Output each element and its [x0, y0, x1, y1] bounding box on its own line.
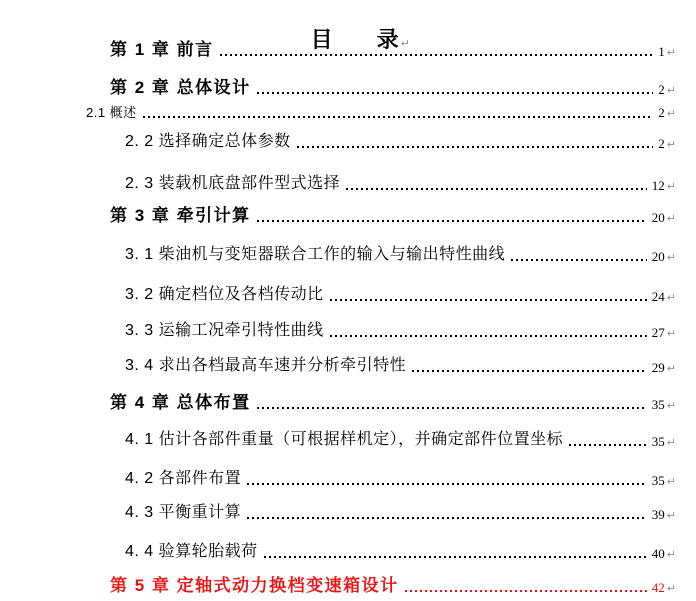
- dot-leader: [264, 556, 647, 558]
- dot-leader: [257, 92, 654, 94]
- dot-leader: [297, 146, 654, 148]
- toc-entry-label[interactable]: 第 2 章 总体设计: [110, 78, 251, 97]
- toc-entry[interactable]: [110, 392, 676, 413]
- toc-entry[interactable]: [110, 39, 676, 60]
- toc-entry-label[interactable]: 2. 2 选择确定总体参数: [125, 133, 291, 150]
- dot-leader: [569, 444, 647, 446]
- toc-entry[interactable]: [110, 205, 676, 226]
- toc-entry-label[interactable]: 4. 3 平衡重计算: [125, 504, 242, 521]
- paragraph-mark-icon: ↵: [666, 212, 676, 226]
- paragraph-mark-icon: ↵: [666, 399, 676, 413]
- dot-leader: [511, 259, 647, 261]
- toc-entry-label[interactable]: 2.1 概述: [86, 105, 137, 120]
- dot-leader: [220, 54, 654, 56]
- paragraph-mark-icon: ↵: [666, 250, 676, 264]
- toc-page-number[interactable]: 24: [651, 288, 665, 304]
- toc-entry[interactable]: [125, 174, 676, 194]
- paragraph-mark-icon: ↵: [666, 179, 676, 193]
- toc-entry[interactable]: [125, 469, 676, 489]
- dot-leader: [405, 590, 647, 592]
- toc-entry[interactable]: [110, 77, 676, 98]
- toc-entry-label[interactable]: 3. 1 柴油机与变矩器联合工作的输入与输出特性曲线: [125, 246, 506, 263]
- toc-page-number[interactable]: 1: [658, 43, 665, 59]
- dot-leader: [346, 188, 647, 190]
- toc-entry-label[interactable]: 2. 3 装载机底盘部件型式选择: [125, 175, 341, 192]
- toc-page-number[interactable]: 12: [651, 177, 665, 193]
- toc-entry[interactable]: [110, 575, 676, 596]
- toc-entry-label[interactable]: 第 3 章 牵引计算: [110, 206, 251, 225]
- dot-leader: [330, 299, 647, 301]
- toc-entry[interactable]: [125, 542, 676, 562]
- paragraph-mark-icon: ↵: [666, 361, 676, 375]
- dot-leader: [247, 517, 647, 519]
- paragraph-mark-icon: ↵: [666, 547, 676, 561]
- toc-entry[interactable]: [125, 285, 676, 305]
- toc-entry-label[interactable]: 4. 2 各部件布置: [125, 470, 242, 487]
- toc-page-number[interactable]: 2: [658, 104, 665, 120]
- toc-page-number[interactable]: 35: [651, 433, 665, 449]
- toc-entry-label[interactable]: 第 1 章 前言: [110, 40, 214, 59]
- toc-page-number[interactable]: 29: [651, 359, 665, 375]
- toc-page-number[interactable]: 27: [651, 324, 665, 340]
- toc-entry-label[interactable]: 3. 4 求出各档最高车速并分析牵引特性: [125, 357, 407, 374]
- toc-page-number[interactable]: 20: [651, 209, 665, 225]
- toc-entry-label[interactable]: 第 4 章 总体布置: [110, 393, 251, 412]
- paragraph-mark-icon: ↵: [400, 37, 410, 50]
- toc-page-number[interactable]: 35: [651, 472, 665, 488]
- page-title-text: 目 录: [310, 27, 399, 52]
- toc-entry-label[interactable]: 4. 1 估计各部件重量（可根据样机定），并确定部件位置坐标: [125, 431, 564, 448]
- toc-entry[interactable]: [125, 245, 676, 265]
- dot-leader: [257, 220, 647, 222]
- toc-entry[interactable]: [125, 321, 676, 341]
- toc-entry[interactable]: [125, 356, 676, 376]
- dot-leader: [247, 483, 647, 485]
- paragraph-mark-icon: ↵: [666, 107, 676, 121]
- dot-leader: [412, 370, 647, 372]
- paragraph-mark-icon: ↵: [666, 435, 676, 449]
- toc-page-number[interactable]: 20: [651, 248, 665, 264]
- paragraph-mark-icon: ↵: [666, 508, 676, 522]
- toc-entry-label[interactable]: 3. 3 运输工况牵引特性曲线: [125, 322, 324, 339]
- toc-page-number[interactable]: 40: [651, 545, 665, 561]
- paragraph-mark-icon: ↵: [666, 474, 676, 488]
- toc-entry[interactable]: [86, 105, 676, 121]
- toc-entry[interactable]: [125, 430, 676, 450]
- dot-leader: [330, 335, 647, 337]
- paragraph-mark-icon: ↵: [666, 46, 676, 60]
- paragraph-mark-icon: ↵: [666, 84, 676, 98]
- paragraph-mark-icon: ↵: [666, 137, 676, 151]
- toc-page-number[interactable]: 39: [651, 506, 665, 522]
- toc-page-number[interactable]: 42: [651, 579, 665, 595]
- dot-leader: [143, 116, 654, 118]
- paragraph-mark-icon: ↵: [666, 326, 676, 340]
- toc-page-number[interactable]: 2: [658, 81, 665, 97]
- toc-page-number[interactable]: 2: [658, 135, 665, 151]
- paragraph-mark-icon: ↵: [666, 582, 676, 596]
- dot-leader: [257, 407, 647, 409]
- paragraph-mark-icon: ↵: [666, 290, 676, 304]
- toc-entry[interactable]: [125, 503, 676, 523]
- toc-entry-label[interactable]: 第 5 章 定轴式动力换档变速箱设计: [110, 576, 399, 595]
- toc-entry-label[interactable]: 4. 4 验算轮胎载荷: [125, 543, 258, 560]
- toc-page-number[interactable]: 35: [651, 396, 665, 412]
- toc-entry-label[interactable]: 3. 2 确定档位及各档传动比: [125, 286, 324, 303]
- toc-entry[interactable]: [125, 132, 676, 152]
